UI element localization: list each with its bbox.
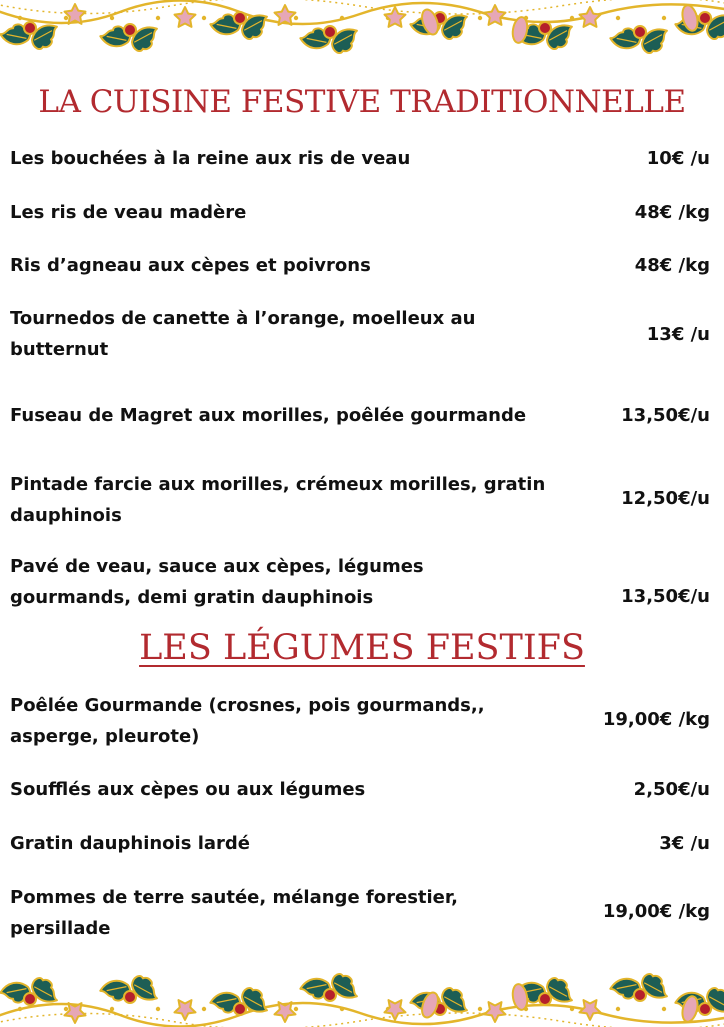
menu-item-name: Tournedos de canette à l’orange, moelleux au butternut xyxy=(10,308,476,360)
menu-item xyxy=(10,303,710,365)
menu-item xyxy=(10,774,710,805)
menu-item xyxy=(10,551,710,613)
menu-item xyxy=(10,828,710,859)
menu-item-price: 2,50€/u xyxy=(633,779,710,800)
menu-item xyxy=(10,469,710,531)
menu-item-name: Soufflés aux cèpes ou aux légumes xyxy=(10,779,366,800)
menu-item-name: Poêlée Gourmande (crosnes, pois gourmands,, asperge, pleurote) xyxy=(10,695,485,747)
menu-item-price: 12,50€/u xyxy=(621,488,710,509)
holly-berry xyxy=(324,26,336,38)
menu-item-name: Les bouchées à la reine aux ris de veau xyxy=(10,148,411,169)
menu-item xyxy=(10,250,710,281)
menu-item-price: 13,50€/u xyxy=(621,405,710,426)
menu-item xyxy=(10,882,710,944)
holly-berry xyxy=(634,989,646,1001)
holly-berry xyxy=(234,1003,246,1015)
star-ornament xyxy=(580,7,601,27)
menu-item-name: Pavé de veau, sauce aux cèpes, légumes gourmands, demi gratin dauphinois xyxy=(10,556,424,608)
star-ornament xyxy=(485,5,506,25)
menu-item-price: 10€ /u xyxy=(646,148,710,169)
star-ornament xyxy=(385,1000,406,1020)
menu-item-price: 3€ /u xyxy=(659,833,710,854)
section-title-cuisine-festive: LA CUISINE FESTIVE TRADITIONNELLE xyxy=(38,84,686,120)
holly-berry xyxy=(124,991,136,1003)
menu-item-price: 48€ /kg xyxy=(634,255,710,276)
menu-item xyxy=(10,197,710,228)
menu-item xyxy=(10,143,710,174)
menu-item-name: Les ris de veau madère xyxy=(10,202,247,223)
star-ornament xyxy=(385,7,406,27)
holly-berry xyxy=(634,26,646,38)
menu-item-name: Pintade farcie aux morilles, crémeux morilles, gratin dauphinois xyxy=(10,474,546,526)
holly-berry xyxy=(24,22,36,34)
menu-item-price: 13€ /u xyxy=(646,324,710,345)
star-ornament xyxy=(175,1000,196,1020)
menu-item-price: 13,50€/u xyxy=(621,586,710,607)
holly-berry xyxy=(234,12,246,24)
menu-item-price: 19,00€ /kg xyxy=(602,709,710,730)
holly-berry xyxy=(24,993,36,1005)
menu-item xyxy=(10,690,710,752)
star-ornament xyxy=(580,1000,601,1020)
menu-item xyxy=(10,400,710,431)
holly-berry xyxy=(699,1003,711,1015)
menu-item-name: Gratin dauphinois lardé xyxy=(10,833,250,854)
holly-berry xyxy=(324,989,336,1001)
star-ornament xyxy=(175,7,196,27)
star-ornament xyxy=(485,1002,506,1022)
holly-berry xyxy=(124,24,136,36)
menu-item-name: Pommes de terre sautée, mélange forestier, persillade xyxy=(10,887,458,939)
menu-item-price: 19,00€ /kg xyxy=(602,901,710,922)
section-title-legumes-festifs: LES LÉGUMES FESTIFS xyxy=(139,628,585,668)
holly-garland-top xyxy=(0,0,724,75)
holly-berry xyxy=(539,22,551,34)
menu-item-name: Fuseau de Magret aux morilles, poêlée gourmande xyxy=(10,405,527,426)
holly-garland-bottom xyxy=(0,952,724,1027)
menu-item-price: 48€ /kg xyxy=(634,202,710,223)
holly-berry xyxy=(539,993,551,1005)
menu-item-name: Ris d’agneau aux cèpes et poivrons xyxy=(10,255,371,276)
holly-berry xyxy=(699,12,711,24)
